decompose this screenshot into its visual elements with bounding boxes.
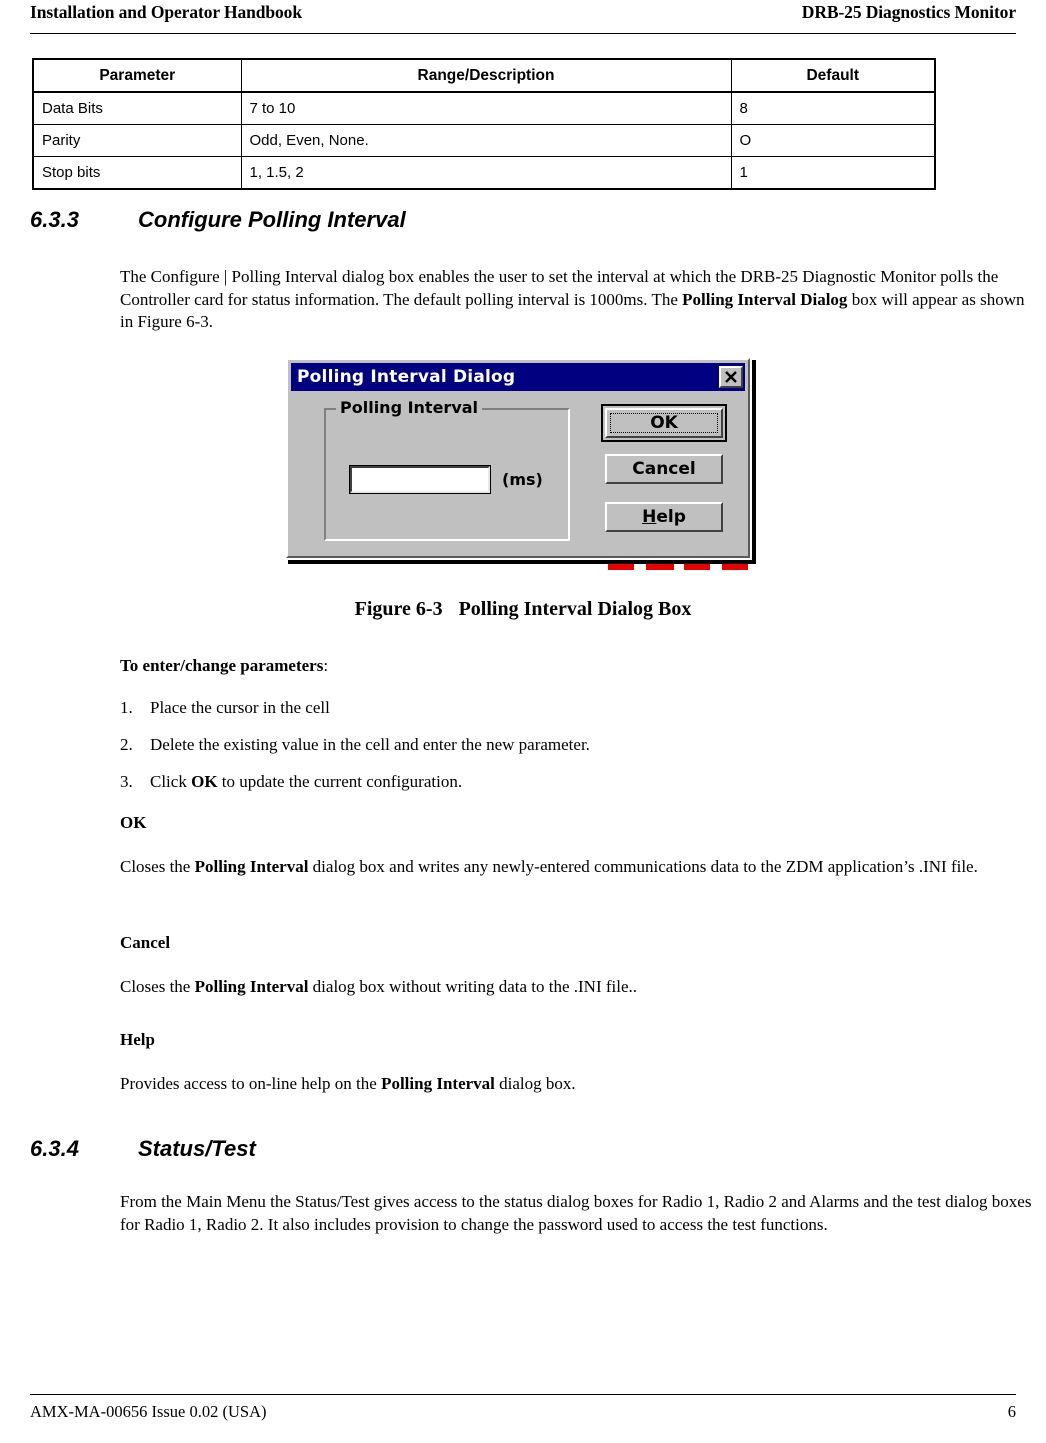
paragraph-text-post: box will appear as shown in Figure 6-3. <box>120 289 1025 331</box>
section-number: 6.3.4 <box>30 1136 79 1161</box>
column-header-parameter: Parameter <box>33 59 241 92</box>
description-heading-text: OK <box>120 813 147 832</box>
paragraph-text-bold: Polling Interval Dialog <box>682 289 848 309</box>
list-item-text-pre: Click <box>150 772 192 791</box>
description-heading-ok <box>120 812 146 834</box>
dialog-title: Polling Interval Dialog <box>297 367 516 387</box>
header-right-title: DRB-25 Diagnostics Monitor <box>801 2 1016 22</box>
description-heading-cancel <box>120 932 170 954</box>
scan-artifact-dash <box>722 564 748 570</box>
cancel-button[interactable] <box>605 454 723 484</box>
cell-parameter: Data Bits <box>33 92 241 125</box>
header-left-title: Installation and Operator Handbook <box>30 2 302 22</box>
table-row <box>33 92 935 125</box>
description-pre: Closes the <box>120 857 195 876</box>
list-marker: 2. <box>120 735 133 754</box>
cell-range: 1, 1.5, 2 <box>241 157 731 190</box>
list-item <box>120 697 1000 719</box>
cell-default: 8 <box>731 92 935 125</box>
groupbox-label: Polling Interval <box>336 399 482 417</box>
page-number: 6 <box>1007 1402 1016 1421</box>
column-header-default: Default <box>731 59 935 92</box>
procedure-lead-bold: To enter/change parameters <box>120 656 324 675</box>
list-item-text: Place the cursor in the cell <box>150 698 330 717</box>
section-number: 6.3.3 <box>30 207 79 232</box>
help-button-label <box>642 507 686 527</box>
section-heading-6-3-3 <box>30 207 406 233</box>
description-body-ok <box>120 856 1028 879</box>
description-post: dialog box and writes any newly-entered communications data to the ZDM application’s .INI file. <box>308 857 978 876</box>
polling-interval-dialog <box>286 358 750 558</box>
description-body-cancel <box>120 976 1028 999</box>
description-bold: Polling Interval <box>194 977 309 996</box>
list-item-text-bold: OK <box>191 772 218 791</box>
list-item-text: Delete the existing value in the cell and enter the new parameter. <box>150 735 590 754</box>
scan-artifact-dash <box>684 564 710 570</box>
description-heading-text: Help <box>120 1030 155 1049</box>
description-heading-text: Cancel <box>120 933 171 952</box>
cell-default: 1 <box>731 157 935 190</box>
paragraph-status-test <box>120 1191 1032 1236</box>
ok-default-frame <box>601 404 727 442</box>
cell-default: O <box>731 125 935 157</box>
cell-parameter: Parity <box>33 125 241 157</box>
dialog-titlebar <box>291 363 745 391</box>
ok-button[interactable] <box>605 408 723 438</box>
description-post: dialog box without writing data to the .INI file.. <box>308 977 638 996</box>
figure-caption <box>0 598 1046 621</box>
procedure-lead-rest: : <box>323 656 329 675</box>
section-heading-6-3-4 <box>30 1136 256 1162</box>
page-footer <box>30 1402 1016 1422</box>
description-post: dialog box. <box>494 1074 576 1093</box>
description-bold: Polling Interval <box>194 857 309 876</box>
table-header-row <box>33 59 935 92</box>
description-pre: Closes the <box>120 977 195 996</box>
scan-artifact-dash <box>608 564 634 570</box>
section-title: Configure Polling Interval <box>138 207 406 232</box>
list-item <box>120 734 1000 756</box>
footer-divider <box>30 1394 1016 1395</box>
description-bold: Polling Interval <box>381 1074 495 1093</box>
unit-label-ms: (ms) <box>502 470 543 489</box>
ok-button-label: OK <box>650 413 678 433</box>
help-button[interactable] <box>605 502 723 532</box>
footer-document-id: AMX-MA-00656 Issue 0.02 (USA) <box>30 1402 267 1421</box>
cell-range: Odd, Even, None. <box>241 125 731 157</box>
list-item <box>120 771 1000 793</box>
help-accelerator: H <box>642 507 657 527</box>
header-divider <box>30 33 1016 34</box>
list-marker: 3. <box>120 772 133 791</box>
list-item-text-post: to update the current configuration. <box>217 772 463 791</box>
page-header <box>30 2 1016 32</box>
cancel-button-label: Cancel <box>632 459 696 479</box>
procedure-lead <box>120 655 328 677</box>
table-row <box>33 125 935 157</box>
paragraph-text: From the Main Menu the Status/Test gives access to the status dialog boxes for Radio 1, Radio 2 and Alarms and the test dialog boxes for Radio 1, Radio 2. It also includes provision to change the password used to access the test functions. <box>120 1192 1032 1234</box>
section-title: Status/Test <box>138 1136 256 1161</box>
close-icon[interactable] <box>719 366 743 388</box>
list-marker: 1. <box>120 698 133 717</box>
figure-label: Figure 6-3 <box>354 598 443 620</box>
description-body-help <box>120 1073 1028 1096</box>
figure-caption-text: Polling Interval Dialog Box <box>458 598 692 620</box>
table-row <box>33 157 935 190</box>
description-pre: Provides access to on-line help on the <box>120 1074 382 1093</box>
cell-parameter: Stop bits <box>33 157 241 190</box>
dialog-shadow-right <box>752 360 756 564</box>
scan-artifact-dash <box>646 564 674 570</box>
figure-polling-interval-dialog <box>286 358 760 572</box>
serial-parameters-table <box>32 58 936 190</box>
column-header-range: Range/Description <box>241 59 731 92</box>
help-label-rest: elp <box>656 507 686 527</box>
paragraph-text-pre: The Configure | Polling Interval dialog box enables the user to set the interval at which the DRB-25 Diagnostic Monitor polls the Controller card for status information. The default polling interval is 1000ms. The <box>120 267 999 309</box>
cell-range: 7 to 10 <box>241 92 731 125</box>
paragraph-configure-polling-interval <box>120 266 1028 334</box>
polling-interval-input[interactable] <box>350 466 490 493</box>
polling-interval-groupbox <box>324 398 570 541</box>
description-heading-help <box>120 1029 155 1051</box>
